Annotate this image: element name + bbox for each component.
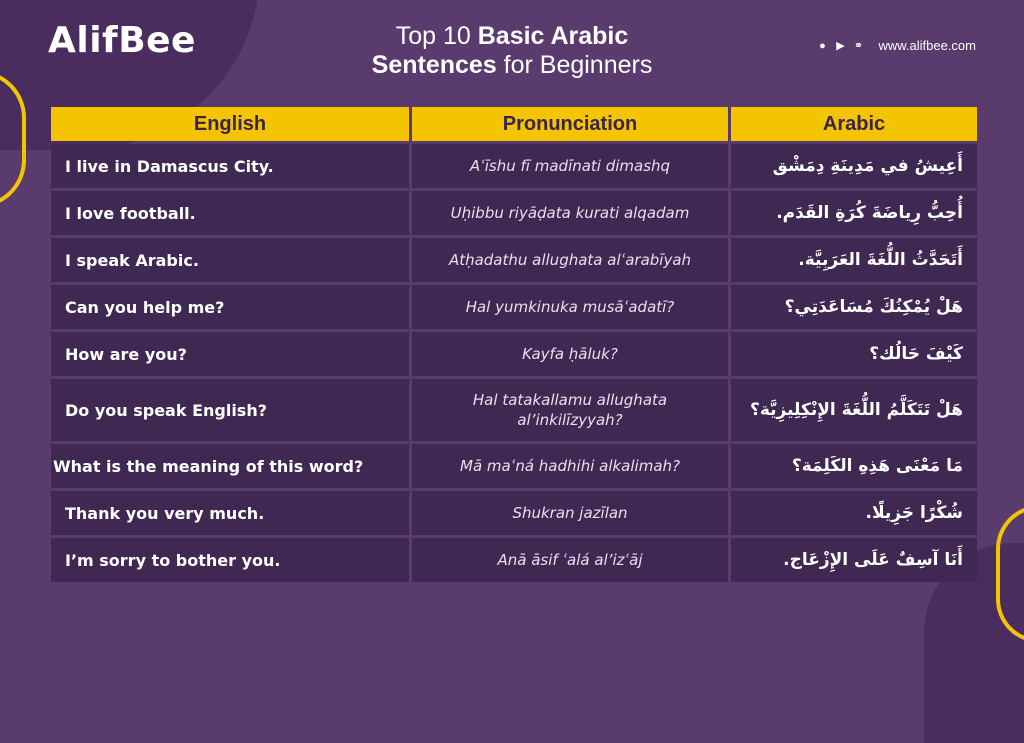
table-row: [51, 144, 977, 188]
arabic-cell: أَنَا آسِفٌ عَلَى الإِزْعَاج.: [731, 538, 977, 582]
english-cell: I live in Damascus City.: [51, 144, 409, 188]
pronunciation-cell: Uḥibbu riyāḍata kurati alqadam: [412, 191, 728, 235]
table-header-row: [51, 107, 977, 141]
apple-icon[interactable]: ●: [819, 39, 826, 52]
table-row: [51, 238, 977, 282]
english-cell: What is the meaning of this word?: [51, 444, 409, 488]
table-row: [51, 491, 977, 535]
play-store-icon[interactable]: ▶: [836, 40, 845, 52]
english-cell: How are you?: [51, 332, 409, 376]
arabic-cell: أُحِبُّ رِياضَةَ كُرَةِ القَدَم.: [731, 191, 977, 235]
pronunciation-cell: Mā maʿná hadhihi alkalimah?: [412, 444, 728, 488]
english-cell: Do you speak English?: [51, 379, 409, 441]
arabic-cell: مَا مَعْنَى هَذِهِ الكَلِمَة؟: [731, 444, 977, 488]
table-row: [51, 191, 977, 235]
header-arabic: Arabic: [731, 107, 977, 141]
website-link[interactable]: www.alifbee.com: [878, 38, 976, 53]
pronunciation-cell: Kayfa ḥāluk?: [412, 332, 728, 376]
pronunciation-cell: Anā āsif ʿalá al’izʿāj: [412, 538, 728, 582]
header-pronunciation: Pronunciation: [412, 107, 728, 141]
pronunciation-cell: Hal yumkinuka musāʿadatī?: [412, 285, 728, 329]
table-row: [51, 444, 977, 488]
english-cell: Can you help me?: [51, 285, 409, 329]
alifbee-logo: AlifBee: [48, 20, 196, 61]
english-cell: Thank you very much.: [51, 491, 409, 535]
arabic-cell: هَلْ يُمْكِنُكَ مُسَاعَدَتِي؟: [731, 285, 977, 329]
english-cell: I love football.: [51, 191, 409, 235]
pronunciation-cell: Shukran jazīlan: [412, 491, 728, 535]
english-cell: I’m sorry to bother you.: [51, 538, 409, 582]
pronunciation-cell: Atḥadathu allughata alʿarabīyah: [412, 238, 728, 282]
table-row: [51, 332, 977, 376]
table-row: [51, 379, 977, 441]
arabic-cell: أَعِيشُ في مَدِينَةِ دِمَشْق: [731, 144, 977, 188]
page-title: Top 10 Basic Arabic Sentences for Beginners: [371, 22, 653, 79]
header-english: English: [51, 107, 409, 141]
table-row: [51, 285, 977, 329]
link-icon[interactable]: ⚭: [853, 40, 864, 52]
arabic-cell: كَيْفَ حَالُك؟: [731, 332, 977, 376]
arabic-cell: أَتَحَدَّثُ اللُّغَةَ العَرَبِيَّة.: [731, 238, 977, 282]
sentences-table: [48, 104, 980, 585]
arabic-cell: شُكْرًا جَزِيلًا.: [731, 491, 977, 535]
pronunciation-cell: Aʿīshu fī madīnati dimashq: [412, 144, 728, 188]
site-links: [816, 38, 976, 53]
arabic-cell: هَلْ تَتَكَلَّمُ اللُّغَةَ الإِنْكِلِيزِيَّة؟: [731, 379, 977, 441]
table-row: [51, 538, 977, 582]
pronunciation-cell: Hal tatakallamu allughata al’inkilīzyyah?: [412, 379, 728, 441]
english-cell: I speak Arabic.: [51, 238, 409, 282]
